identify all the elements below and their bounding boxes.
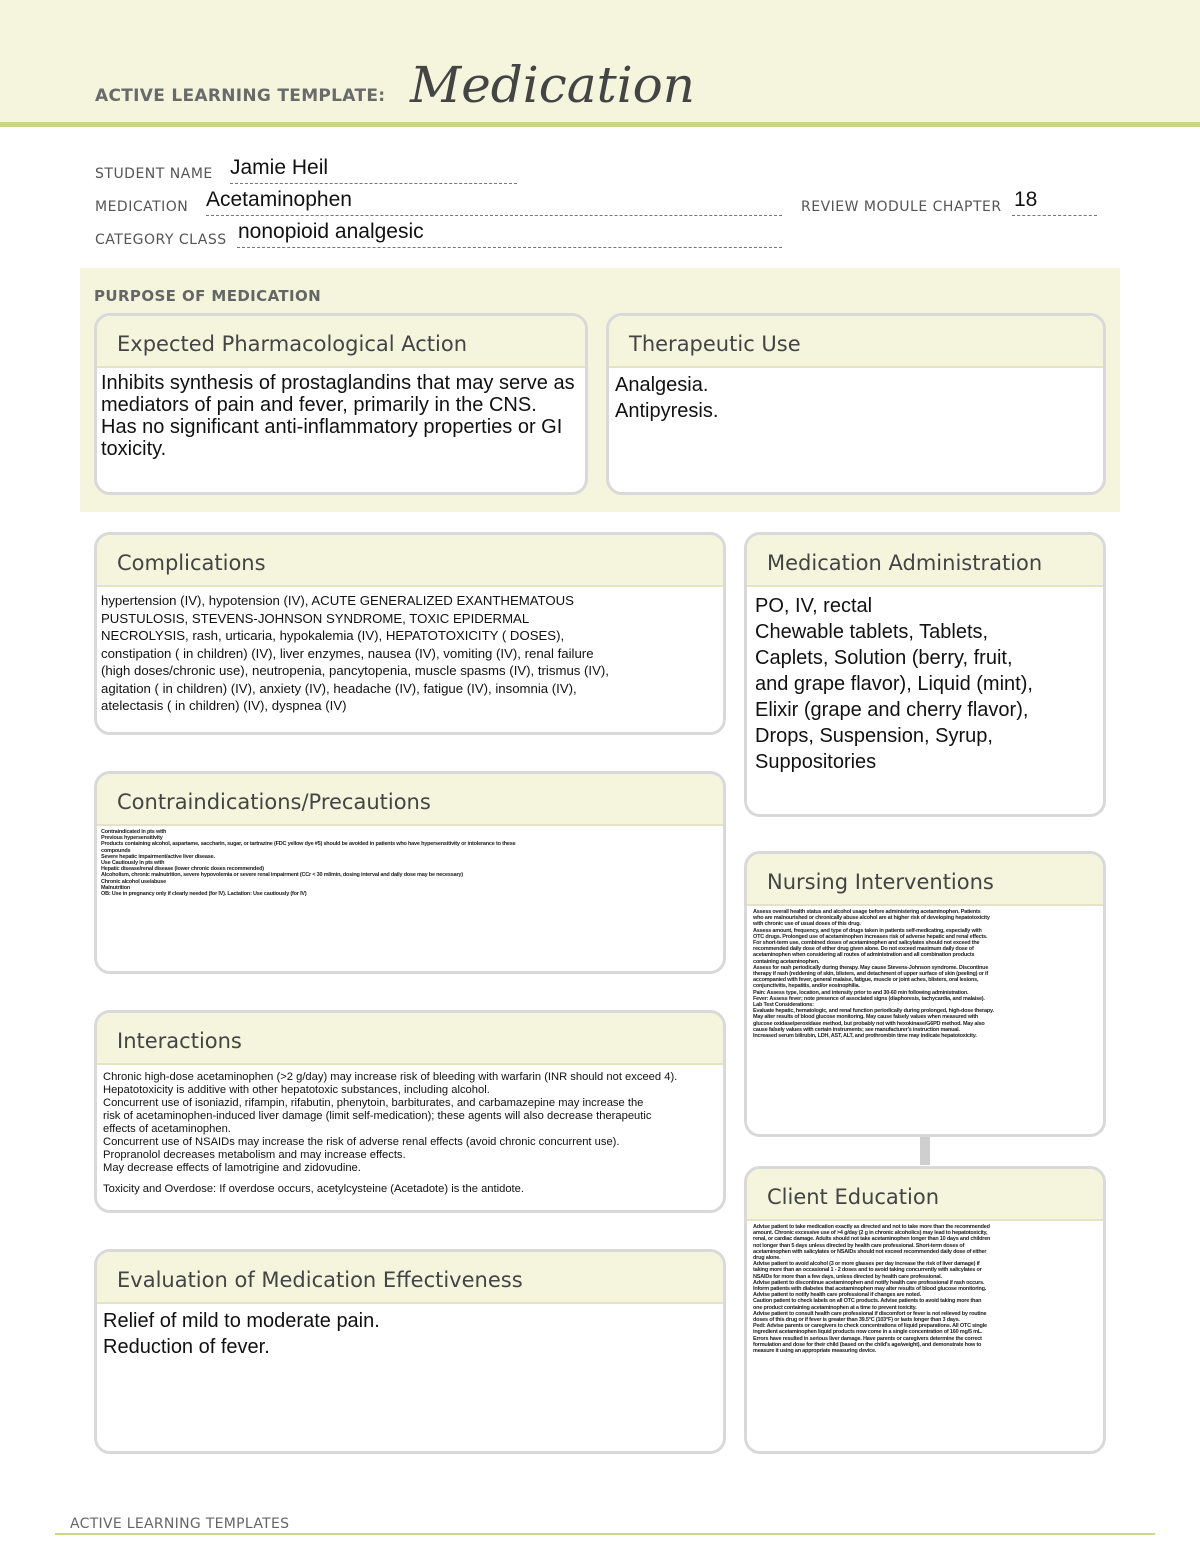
evaluation-card [94, 1249, 726, 1454]
text-line: Concurrent use of isoniazid, rifampin, rifabutin, phenytoin, barbiturates, and carbamazepine may increase the [103, 1097, 644, 1109]
text-line: Advise patient to take medication exactly as directed and not to take more than the recommended [753, 1224, 990, 1230]
text-line: PUSTULOSIS, STEVENS-JOHNSON SYNDROME, TOXIC EPIDERMAL [101, 610, 530, 626]
text-line: Lab Test Considerations: [753, 1002, 814, 1009]
text-line: Assess overall health status and alcohol usage before administering acetaminophen. Patients [753, 909, 981, 915]
text-line: risk of acetaminophen-induced liver damage (limit self-medication); these agents will also decrease therapeutic [103, 1110, 652, 1122]
complications-title: Complications [97, 535, 723, 587]
footer-rule [55, 1533, 1155, 1535]
text-line: Has no significant anti-inflammatory properties or GI [101, 416, 563, 438]
text-line: Elixir (grape and cherry flavor), [755, 699, 1029, 721]
text-line: OTC drugs. Prolonged use of acetaminophen increases risk of adverse hepatic and renal effects. [753, 933, 988, 940]
text-line: constipation ( in children) (IV), liver enzymes, nausea (IV), vomiting (IV), renal failure [101, 645, 594, 661]
text-line: Severe hepatic impairment/active liver disease. [101, 853, 215, 860]
text-line: atelectasis ( in children) (IV), dyspnea (IV) [101, 698, 347, 713]
text-line: Advise patient to avoid alcohol (3 or more glasses per day increase the risk of liver damage) if [753, 1261, 980, 1268]
text-line: Pedi: Advise parents or caregivers to check concentrations of liquid preparations. All OTC single [753, 1323, 987, 1330]
text-line: Assess amount, frequency, and type of drugs taken in patients self-medicating, especially with [753, 927, 982, 934]
text-line: Hepatotoxicity is additive with other hepatotoxic substances, including alcohol. [103, 1084, 490, 1096]
text-line: Previous hypersensitivity [101, 835, 163, 842]
text-line: accompanied with fever, general malaise, fatigue, muscle or joint aches, blisters, oral lesions, [753, 977, 979, 984]
template-title: Medication [410, 56, 695, 114]
text-line: hypertension (IV), hypotension (IV), ACUTE GENERALIZED EXANTHEMATOUS [101, 593, 574, 608]
text-line: cause falsely values with certain instruments; see manufacturer's instruction manual. [753, 1026, 960, 1033]
nursing-body [747, 906, 1103, 1039]
evaluation-body [97, 1304, 723, 1360]
review-module-field[interactable]: 18 [1014, 188, 1038, 211]
text-line: renal, or cardiac damage. Adults should not take acetaminophen longer than 10 days and children [753, 1236, 991, 1243]
administration-title: Medication Administration [747, 535, 1103, 587]
client-education-title: Client Education [747, 1169, 1103, 1221]
text-line: with chronic use of usual doses of this drug. [753, 921, 861, 928]
text-line: Assess for rash periodically during therapy. May cause Stevens-Johnson syndrome. Discontinue [753, 964, 989, 971]
text-line: compounds [101, 847, 131, 854]
template-label: ACTIVE LEARNING TEMPLATE: [95, 86, 386, 106]
medication-label: MEDICATION [95, 199, 189, 215]
text-line: Errors have resulted in serious liver damage. Have parents or caregivers determine the correct [753, 1335, 982, 1342]
text-line: Caution patient to check labels on all OTC products. Advise patients to avoid taking more than [753, 1298, 982, 1305]
text-line: therapy if rash (reddening of skin, blisters, and detachment of upper surface of skin (peeling) or if [753, 971, 988, 978]
text-line: May alter results of blood glucose monitoring. May cause falsely values when measured with [753, 1014, 978, 1021]
toxicity-line: Toxicity and Overdose: If overdose occurs, acetylcysteine (Acetadote) is the antidote. [103, 1183, 524, 1195]
contraindications-card [94, 771, 726, 974]
text-line: Caplets, Solution (berry, fruit, [755, 647, 1013, 669]
complications-card [94, 532, 726, 735]
text-line: Chewable tablets, Tablets, [755, 621, 989, 643]
client-education-body [747, 1221, 1103, 1354]
contraindications-title: Contraindications/Precautions [97, 774, 723, 826]
text-line: who are malnourished or chronically abuse alcohol are at higher risk of developing hepatotoxicity [753, 915, 990, 922]
text-line: Alcoholism, chronic malnutrition, severe hypovolemia or severe renal impairment (CCr < 30 ml/min, dosing interval and daily dose may be necessary) [101, 872, 463, 879]
text-line: Suppositories [755, 751, 877, 773]
student-name-label: STUDENT NAME [95, 166, 213, 182]
footer-label: ACTIVE LEARNING TEMPLATES [70, 1516, 290, 1532]
text-line: Advise patient to notify health care professional if changes are noted. [753, 1292, 921, 1299]
text-line: Reduction of fever. [103, 1336, 270, 1358]
text-line: toxicity. [101, 438, 167, 460]
interactions-title: Interactions [97, 1013, 723, 1065]
interactions-body [97, 1065, 723, 1196]
category-class-label: CATEGORY CLASS [95, 232, 227, 248]
text-line: Malnutrition [101, 884, 131, 891]
text-line: Concurrent use of NSAIDs may increase the risk of adverse renal effects (avoid chronic concurrent use). [103, 1136, 620, 1148]
text-line: measure it using an appropriate measuring device. [753, 1348, 877, 1355]
therapeutic-use-body [609, 368, 1103, 424]
text-line: doses of this drug or if fever is greater than 39.5°C (103°F) or lasts longer than 3 days. [753, 1317, 960, 1324]
text-line: acetaminophen when considering all routes of administration and all combination products [753, 952, 975, 959]
text-line: Chronic alcohol use/abuse [101, 878, 166, 885]
text-line: containing acetaminophen. [753, 958, 820, 965]
text-line: Advise patient to consult health care professional if discomfort or fever is not relieved by routine [753, 1310, 987, 1317]
interactions-card [94, 1010, 726, 1213]
header-rule [0, 122, 1200, 127]
text-line: Inform patients with diabetes that acetaminophen may alter results of blood glucose monitoring. [753, 1286, 987, 1293]
nursing-title: Nursing Interventions [747, 854, 1103, 906]
text-line: PO, IV, rectal [755, 595, 873, 617]
administration-card [744, 532, 1106, 817]
contraindications-body [97, 826, 723, 897]
text-line: For short-term use, combined doses of acetaminophen and salicylates should not exceed the [753, 940, 980, 947]
text-line: Pain: Assess type, location, and intensity prior to and 30-60 min following administration. [753, 989, 969, 996]
text-line: one product containing acetaminophen at a time to prevent toxicity. [753, 1304, 917, 1311]
text-line: Drops, Suspension, Syrup, [755, 725, 993, 747]
text-line: OB: Use in pregnancy only if clearly needed (for IV). Lactation: Use cautiously (for IV) [101, 891, 307, 898]
text-line: Products containing alcohol, aspartame, saccharin, sugar, or tartrazine (FDC yellow dye #5) should be avoided in patients who have hypersensitivity or intolerance to these [101, 841, 516, 848]
text-line: Hepatic disease/renal disease (lower chronic doses recommended) [101, 866, 264, 873]
medication-line [206, 215, 782, 216]
student-name-field[interactable]: Jamie Heil [230, 156, 329, 179]
client-education-card [744, 1166, 1106, 1454]
text-line: Propranolol decreases metabolism and may increase effects. [103, 1149, 406, 1161]
text-line: Evaluate hepatic, hematologic, and renal function periodically during prolonged, high-dose therapy. [753, 1008, 994, 1015]
text-line: Chronic high-dose acetaminophen (>2 g/day) may increase risk of bleeding with warfarin (INR should not exceed 4). [103, 1071, 678, 1083]
text-line: mediators of pain and fever, primarily in the CNS. [101, 394, 537, 416]
text-line: recommended daily dose of either drug given alone. Do not exceed maximum daily dose of [753, 946, 974, 953]
text-line: effects of acetaminophen. [103, 1123, 231, 1135]
text-line: and grape flavor), Liquid (mint), [755, 673, 1033, 695]
text-line: taking more than an occasional 1 - 2 doses and to avoid taking concurrently with salicylates or [753, 1267, 982, 1274]
purpose-label: PURPOSE OF MEDICATION [94, 287, 322, 305]
evaluation-title: Evaluation of Medication Effectiveness [97, 1252, 723, 1304]
category-class-line [237, 247, 782, 248]
therapeutic-use-card [606, 313, 1106, 495]
complications-body [97, 587, 723, 715]
text-line: drug alone. [753, 1255, 781, 1262]
text-line: (high doses/chronic use), neutropenia, pancytopenia, muscle spasms (IV), trismus (IV), [101, 663, 609, 678]
text-line: Advise patient to discontinue acetaminophen and notify health care professional if rash occurs. [753, 1279, 985, 1286]
text-line: amount. Chronic excessive use of >4 g/day (2 g in chronic alcoholics) may lead to hepatotoxicity, [753, 1230, 988, 1237]
administration-body [747, 587, 1103, 775]
review-module-line [1012, 215, 1097, 216]
expected-action-title: Expected Pharmacological Action [97, 316, 585, 368]
text-line: formulation and dose for their child (based on the child's age/weight), and demonstrate how to [753, 1341, 982, 1348]
review-module-label: REVIEW MODULE CHAPTER [801, 199, 1002, 215]
text-line: NSAIDs for more than a few days, unless directed by health care professional. [753, 1273, 942, 1280]
text-line: conjunctivitis, hepatitis, and/or eosinophilia. [753, 983, 860, 990]
category-class-field[interactable]: nonopioid analgesic [238, 220, 424, 243]
text-line: agitation ( in children) (IV), anxiety (IV), headache (IV), fatigue (IV), insomnia (IV), [101, 680, 577, 696]
text-line: Fever: Assess fever; note presence of associated signs (diaphoresis, tachycardia, and malaise). [753, 995, 985, 1002]
text-line: Analgesia. [615, 374, 709, 396]
expected-action-card [94, 313, 588, 495]
text-line: Increased serum bilirubin, LDH, AST, ALT, and prothrombin time may indicate hepatotoxicity. [753, 1033, 977, 1040]
connector-bar [920, 1137, 930, 1165]
expected-action-body [97, 368, 585, 460]
text-line: Inhibits synthesis of prostaglandins that may serve as [101, 372, 575, 394]
text-line: Contraindicated in pts with [101, 829, 167, 835]
text-line: NECROLYSIS, rash, urticaria, hypokalemia (IV), HEPATOTOXICITY ( DOSES), [101, 628, 565, 643]
text-line: ingredient acetaminophen liquid products now come in a single concentration of 160 mg/5 mL. [753, 1329, 983, 1336]
text-line: not longer than 5 days unless directed by health care professional. Short-term doses of [753, 1242, 965, 1249]
text-line: acetaminophen with salicylates or NSAIDs should not exceed recommended daily dose of either [753, 1248, 987, 1255]
text-line: glucose oxidase/peroxidase method, but probably not with hexokinase/G6PD method. May also [753, 1020, 985, 1027]
text-line: Use Cautiously in pts with [101, 860, 165, 867]
therapeutic-use-title: Therapeutic Use [609, 316, 1103, 368]
text-line: May decrease effects of lamotrigine and zidovudine. [103, 1162, 361, 1174]
student-name-line [230, 183, 517, 184]
nursing-card [744, 851, 1106, 1137]
text-line: Relief of mild to moderate pain. [103, 1310, 380, 1332]
medication-field[interactable]: Acetaminophen [206, 188, 352, 211]
text-line: Antipyresis. [615, 400, 719, 422]
